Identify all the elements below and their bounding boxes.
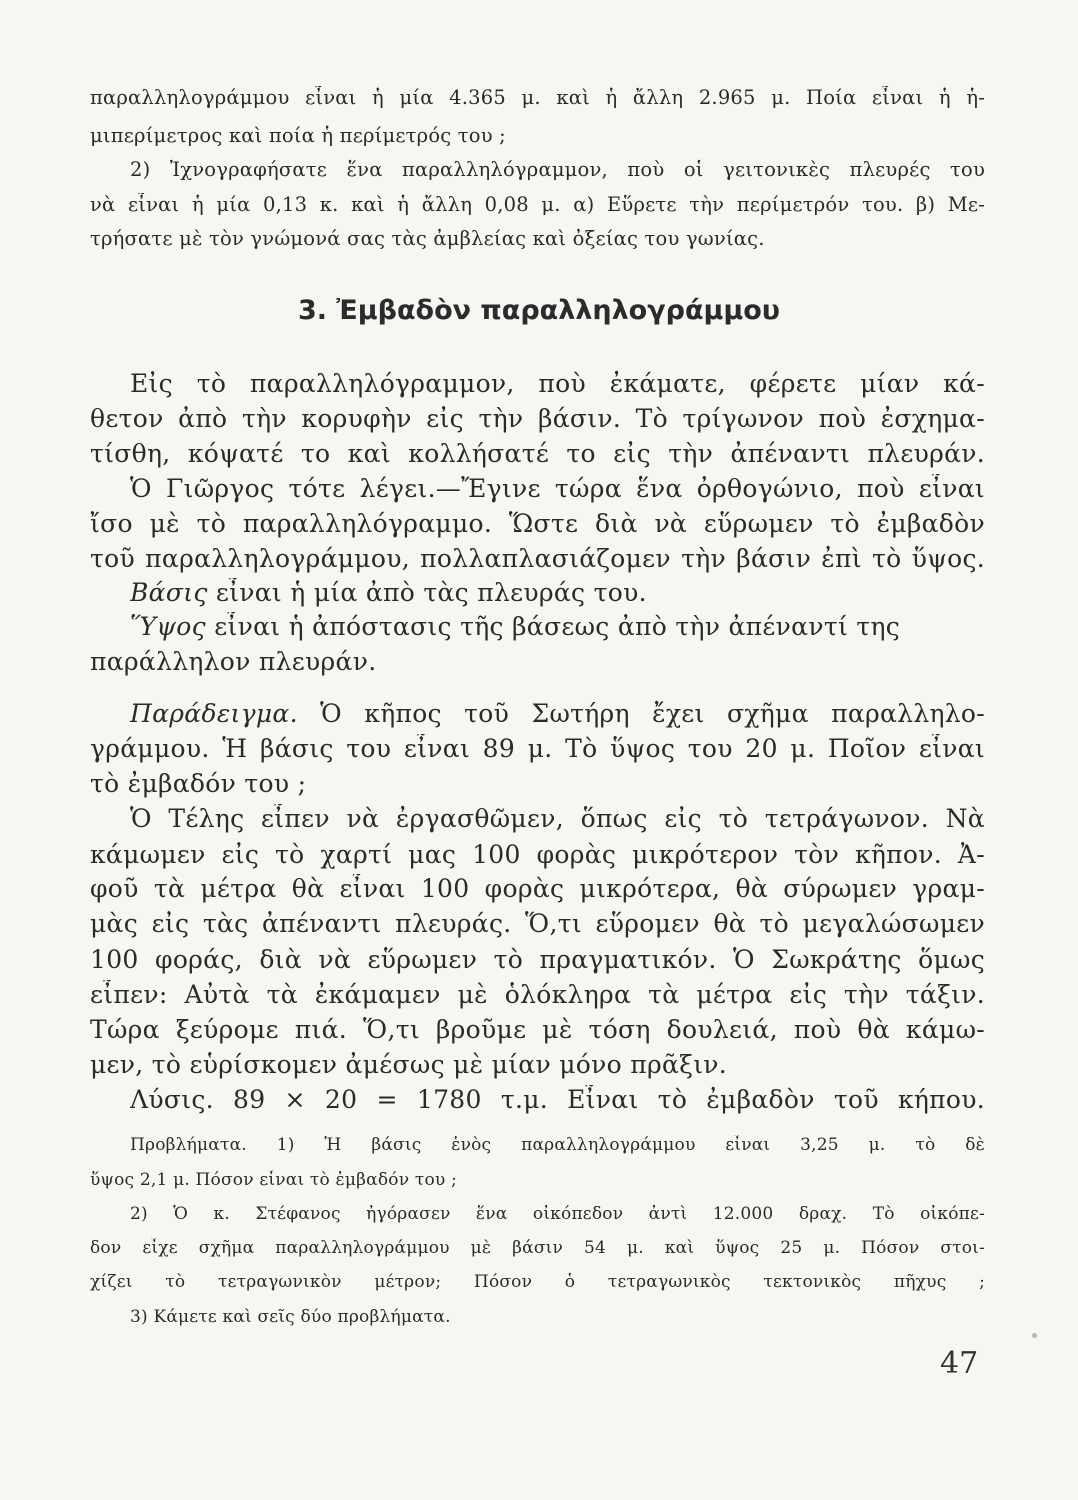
text-line: μὰς εἰς τὰς ἀπέναντι πλευράς. Ὅ,τι εὕρομεν θὰ τὸ μεγαλώσωμεν xyxy=(90,909,985,938)
text-line: Ὁ Τέλης εἶπεν νὰ ἐργασθῶμεν, ὅπως εἰς τὸ τετράγωνον. Νὰ xyxy=(130,804,985,833)
definition-basis xyxy=(130,578,985,607)
example-text: Ὁ κῆπος τοῦ Σωτήρη ἔχει σχῆμα παραλληλο- xyxy=(297,699,985,728)
definition-height xyxy=(130,612,985,641)
text-line: ἴσο μὲ τὸ παραλληλόγραμμο. Ὥστε διὰ νὰ εὕρωμεν τὸ ἐμβαδὸν xyxy=(90,509,985,538)
text-line: παραλληλογράμμου εἶναι ἡ μία 4.365 μ. καὶ ἡ ἄλλη 2.965 μ. Ποία εἶναι ἡ ἡ- xyxy=(90,86,985,109)
text-line: παράλληλον πλευράν. xyxy=(90,647,377,676)
text-line: Εἰς τὸ παραλληλόγραμμον, ποὺ ἐκάματε, φέρετε μίαν κά- xyxy=(130,369,985,398)
text-line: γράμμου. Ἡ βάσις του εἶναι 89 μ. Τὸ ὕψος του 20 μ. Ποῖον εἶναι xyxy=(90,734,985,763)
text-line: τίσθη, κόψατέ το καὶ κολλήσατέ το εἰς τὴν ἀπέναντι πλευράν. xyxy=(90,439,985,468)
problems-line: 2) Ὁ κ. Στέφανος ἠγόρασεν ἕνα οἰκόπεδον ἀντὶ 12.000 δραχ. Τὸ οἰκόπε- xyxy=(130,1204,985,1224)
text-line: εἶπεν: Αὐτὰ τὰ ἐκάμαμεν μὲ ὁλόκληρα τὰ μέτρα εἰς τὴν τάξιν. xyxy=(90,980,985,1009)
problems-line: χίζει τὸ τετραγωνικὸν μέτρον; Πόσον ὁ τετραγωνικὸς τεκτονικὸς πῆχυς ; xyxy=(90,1272,985,1292)
text-line: νὰ εἶναι ἡ μία 0,13 κ. καὶ ἡ ἄλλη 0,08 μ. α) Εὕρετε τὴν περίμετρόν του. β) Με- xyxy=(90,193,985,216)
section-heading: 3. Ἐμβαδὸν παραλληλογράμμου xyxy=(297,295,781,326)
term-example: Παράδειγμα. xyxy=(130,699,298,728)
text-line: Ὁ Γιῶργος τότε λέγει.—Ἔγινε τώρα ἕνα ὀρθογώνιο, ποὺ εἶναι xyxy=(130,474,985,503)
text-line: θετον ἀπὸ τὴν κορυφὴν εἰς τὴν βάσιν. Τὸ τρίγωνον ποὺ ἐσχημα- xyxy=(90,404,985,433)
solution-line: Λύσις. 89 × 20 = 1780 τ.μ. Εἶναι τὸ ἐμβαδὸν τοῦ κήπου. xyxy=(130,1085,985,1114)
problems-line: 3) Κάμετε καὶ σεῖς δύο προβλήματα. xyxy=(130,1307,451,1327)
text-line: 2) Ἰχνογραφήσατε ἕνα παραλληλόγραμμον, ποὺ οἱ γειτονικὲς πλευρές του xyxy=(130,158,985,181)
text-line: τρήσατε μὲ τὸν γνώμονά σας τὰς ἀμβλείας καὶ ὀξείας του γωνίας. xyxy=(90,227,765,250)
text-line: μιπερίμετρος καὶ ποία ἡ περίμετρός του ; xyxy=(90,124,506,147)
text-line: φοῦ τὰ μέτρα θὰ εἶναι 100 φορὰς μικρότερα, θὰ σύρωμεν γραμ- xyxy=(90,874,985,903)
definition-text: εἶναι ἡ ἀπόστασις τῆς βάσεως ἀπὸ τὴν ἀπέναντί της xyxy=(205,612,901,641)
ink-speck xyxy=(1032,1333,1037,1338)
text-line: τὸ ἐμβαδόν του ; xyxy=(90,769,307,798)
term-height: Ὕψος xyxy=(130,612,206,641)
text-line: τοῦ παραλληλογράμμου, πολλαπλασιάζομεν τὴν βάσιν ἐπὶ τὸ ὕψος. xyxy=(90,544,985,573)
page-number: 47 xyxy=(940,1346,979,1381)
problems-line: Προβλήματα. 1) Ἡ βάσις ἑνὸς παραλληλογράμμου εἶναι 3,25 μ. τὸ δὲ xyxy=(130,1135,985,1155)
text-line: μεν, τὸ εὑρίσκομεν ἀμέσως μὲ μίαν μόνο πρᾶξιν. xyxy=(90,1050,728,1079)
definition-text: εἶναι ἡ μία ἀπὸ τὰς πλευράς του. xyxy=(207,578,647,607)
problems-line: δον εἶχε σχῆμα παραλληλογράμμου μὲ βάσιν 54 μ. καὶ ὕψος 25 μ. Πόσον στοι- xyxy=(90,1238,985,1258)
text-line: κάμωμεν εἰς τὸ χαρτί μας 100 φορὰς μικρότερον τὸν κῆπον. Ἀ- xyxy=(90,840,985,869)
problems-line: ὕψος 2,1 μ. Πόσον εἶναι τὸ ἐμβαδόν του ; xyxy=(90,1170,457,1190)
term-basis: Βάσις xyxy=(130,578,208,607)
text-line: Τώρα ξεύρομε πιά. Ὅ,τι βροῦμε μὲ τόση δουλειά, ποὺ θὰ κάμω- xyxy=(90,1015,985,1044)
example-line xyxy=(130,699,985,728)
text-line: 100 φοράς, διὰ νὰ εὕρωμεν τὸ πραγματικόν. Ὁ Σωκράτης ὅμως xyxy=(90,945,985,974)
